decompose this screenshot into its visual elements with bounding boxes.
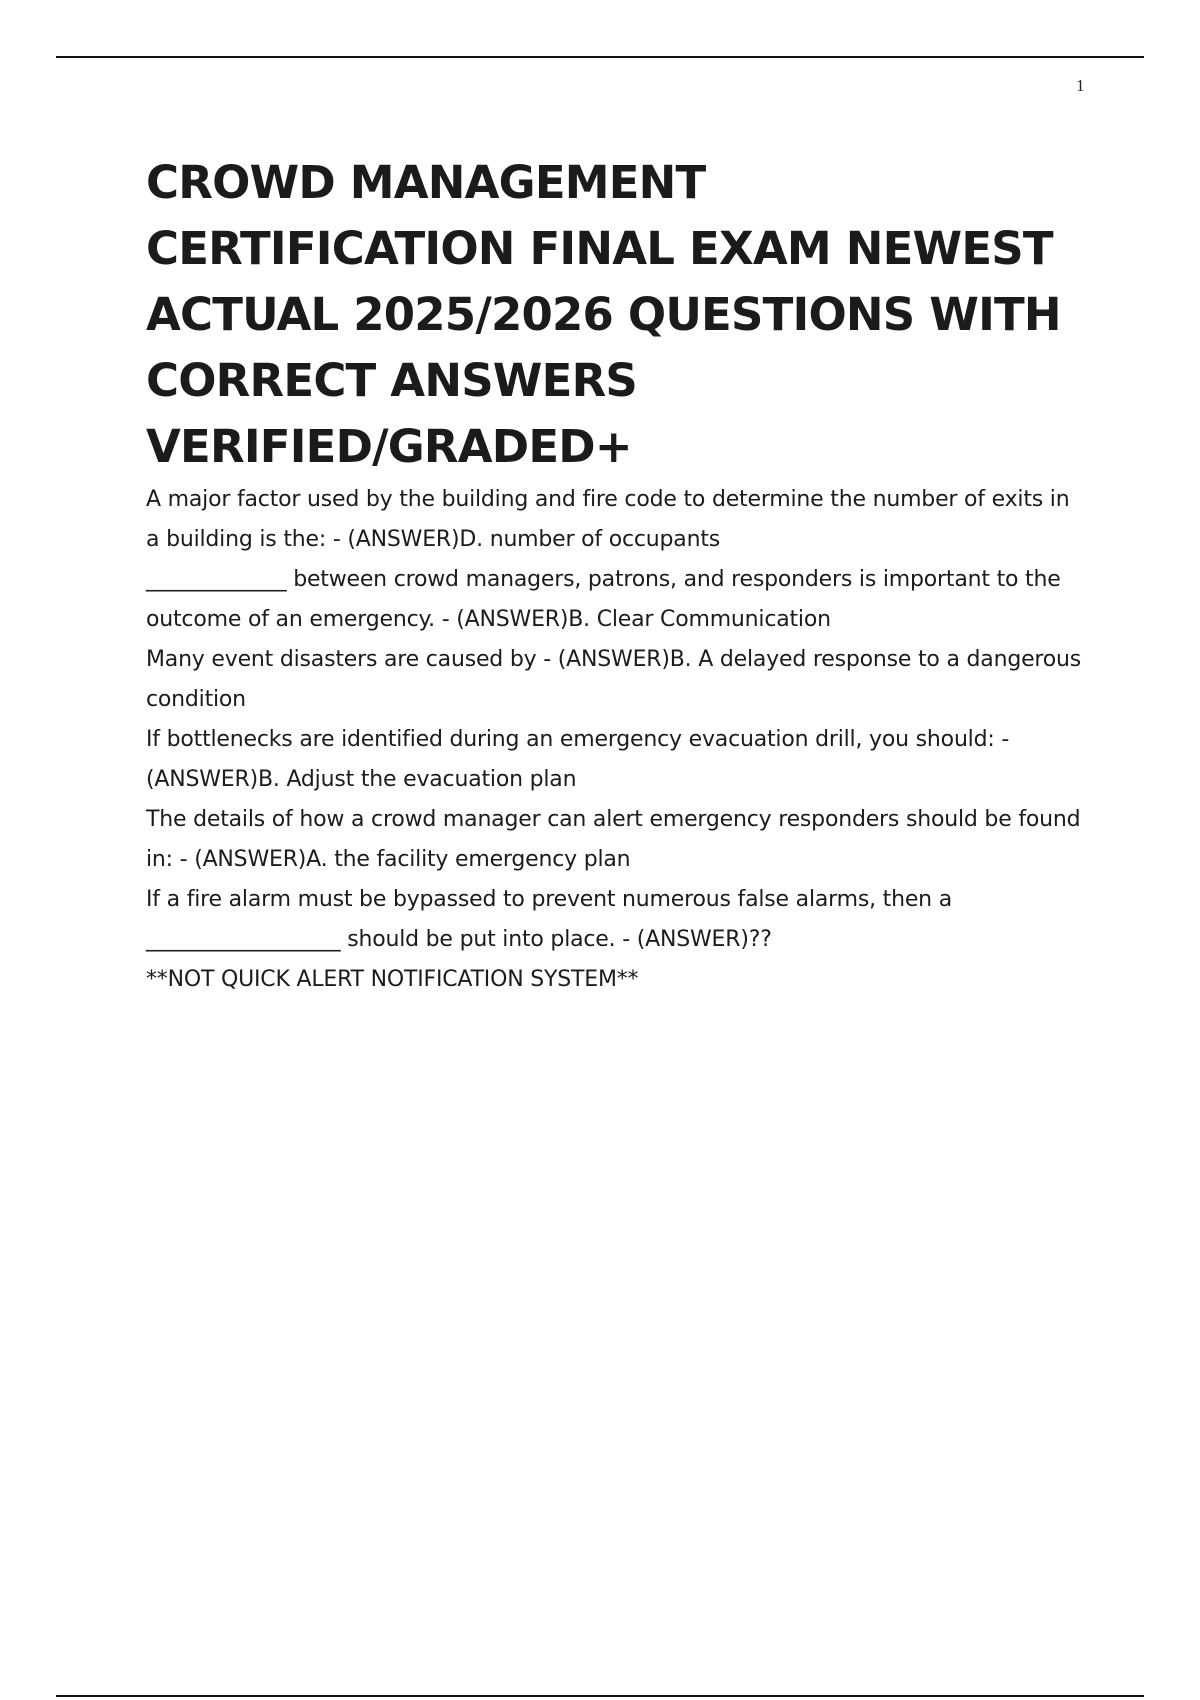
bottom-rule [56, 1695, 1144, 1697]
question-item: If bottlenecks are identified during an emergency evacuation drill, you should: - (ANSWER)B. Adjust the evacuation plan [146, 727, 1010, 792]
question-item: _____________ between crowd managers, patrons, and responders is important to the outcome of an emergency. - (ANSWER)B. Clear Communication [146, 567, 1061, 632]
answer-note: **NOT QUICK ALERT NOTIFICATION SYSTEM** [146, 967, 639, 992]
top-rule [56, 56, 1144, 58]
question-item: If a fire alarm must be bypassed to prevent numerous false alarms, then a __________________ should be put into place. - (ANSWER)?? [146, 887, 952, 952]
document-title: CROWD MANAGEMENT CERTIFICATION FINAL EXAM NEWEST ACTUAL 2025/2026 QUESTIONS WITH CORRECT ANSWERS VERIFIED/GRADED+ [146, 156, 1061, 473]
question-item: The details of how a crowd manager can alert emergency responders should be found in: - (ANSWER)A. the facility emergency plan [146, 807, 1081, 872]
question-list [146, 480, 1086, 1000]
document-body [146, 150, 1086, 1000]
question-item: A major factor used by the building and fire code to determine the number of exits in a building is the: - (ANSWER)D. number of occupants [146, 487, 1070, 552]
question-item: Many event disasters are caused by - (ANSWER)B. A delayed response to a dangerous condition [146, 647, 1082, 712]
page-number: 1 [1076, 76, 1085, 95]
